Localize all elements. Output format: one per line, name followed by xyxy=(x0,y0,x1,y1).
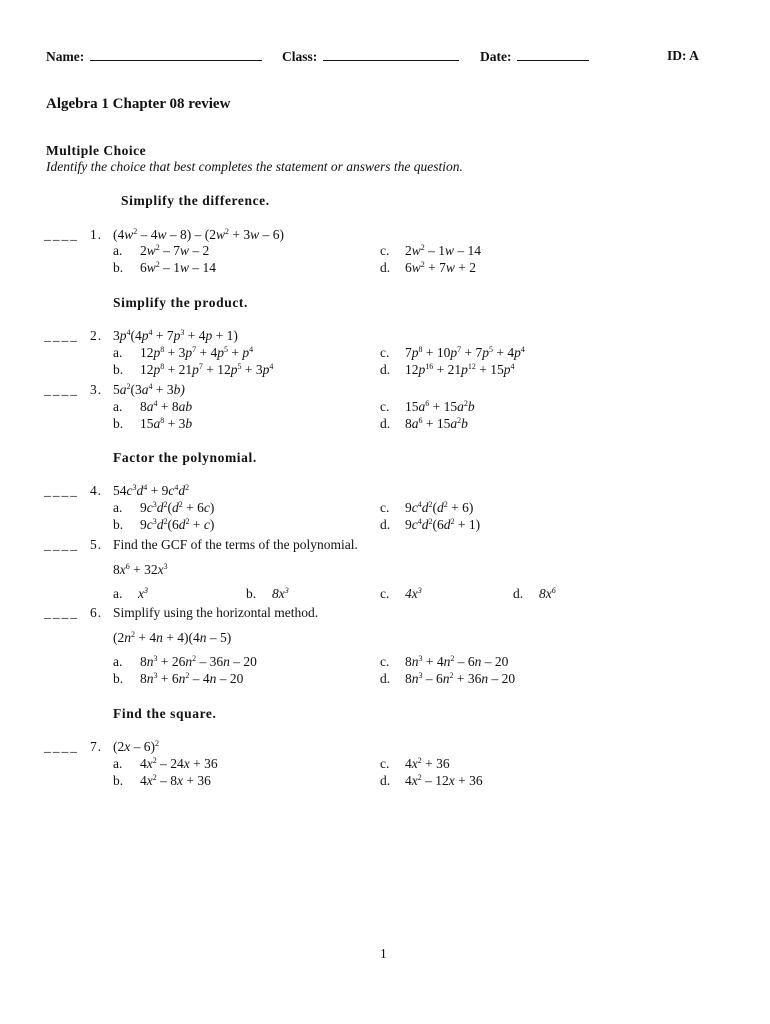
choice-d[interactable]: $8a^6 + 15a^2b$ xyxy=(405,416,468,431)
date-blank[interactable] xyxy=(517,48,589,61)
choice-d[interactable]: $8x^6$ xyxy=(539,586,556,601)
choice-a-letter: a. xyxy=(113,399,123,414)
choice-c-letter: c. xyxy=(380,500,390,515)
question-stem: Find the GCF of the terms of the polynomial. xyxy=(113,537,358,552)
choice-a[interactable]: $12p^8 + 3p^7 + 4p^5 + p^4$ xyxy=(140,345,254,360)
choice-c-letter: c. xyxy=(380,345,390,360)
choice-a[interactable]: $2w^2 - 7w - 2$ xyxy=(140,243,210,258)
answer-blank[interactable]: ____ xyxy=(44,483,79,498)
choice-d[interactable]: $4x^2 - 12x + 36$ xyxy=(405,773,483,788)
choice-b-letter: b. xyxy=(113,671,124,686)
choice-c[interactable]: $8n^3 + 4n^2 - 6n - 20$ xyxy=(405,654,509,669)
choice-d[interactable]: $6w^2 + 7w + 2$ xyxy=(405,260,477,275)
choice-b-letter: b. xyxy=(113,773,124,788)
question-stem: $54c^3d^4 + 9c^4d^2$ xyxy=(113,483,190,498)
choice-b[interactable]: $9c^3d^2(6d^2 + c)$ xyxy=(140,517,215,532)
answer-blank[interactable]: ____ xyxy=(44,328,79,343)
choice-c-letter: c. xyxy=(380,243,390,258)
choice-b-letter: b. xyxy=(113,517,124,532)
choice-a-letter: a. xyxy=(113,345,123,360)
date-field[interactable] xyxy=(480,48,589,65)
answer-blank[interactable]: ____ xyxy=(44,739,79,754)
id-label: ID: A xyxy=(667,48,699,63)
choice-a-letter: a. xyxy=(113,654,123,669)
section-title: Multiple Choice xyxy=(46,143,147,158)
date-label: Date: xyxy=(480,49,512,64)
answer-blank[interactable]: ____ xyxy=(44,382,79,397)
question-stem: $(4w^2 - 4w - 8) - (2w^2 + 3w - 6)$ xyxy=(113,227,284,242)
choice-c[interactable]: $9c^4d^2(d^2 + 6)$ xyxy=(405,500,474,515)
choice-d-letter: d. xyxy=(380,671,391,686)
choice-a-letter: a. xyxy=(113,756,123,771)
choice-a[interactable]: $8a^4 + 8ab$ xyxy=(140,399,193,414)
choice-b[interactable]: $8x^3$ xyxy=(272,586,289,601)
choice-a[interactable]: $x^3$ xyxy=(138,586,148,601)
choice-d[interactable]: $12p^{16} + 21p^{12} + 15p^4$ xyxy=(405,362,515,377)
choice-c-letter: c. xyxy=(380,756,390,771)
name-field[interactable] xyxy=(46,48,262,65)
choice-b-letter: b. xyxy=(113,416,124,431)
choice-b[interactable]: $12p^8 + 21p^7 + 12p^5 + 3p^4$ xyxy=(140,362,274,377)
choice-c[interactable]: $7p^8 + 10p^7 + 7p^5 + 4p^4$ xyxy=(405,345,525,360)
subhead-difference: Simplify the difference. xyxy=(121,193,270,208)
page-number: 1 xyxy=(380,946,387,961)
choice-b[interactable]: $8n^3 + 6n^2 - 4n - 20$ xyxy=(140,671,244,686)
page-title: Algebra 1 Chapter 08 review xyxy=(46,96,231,112)
choice-c[interactable]: $4x^2 + 36$ xyxy=(405,756,450,771)
choice-d[interactable]: $9c^4d^2(6d^2 + 1)$ xyxy=(405,517,481,532)
question-number: 5. xyxy=(90,537,103,552)
question-number: 4. xyxy=(90,483,103,498)
choice-a[interactable]: $8n^3 + 26n^2 - 36n - 20$ xyxy=(140,654,257,669)
choice-a[interactable]: $4x^2 - 24x + 36$ xyxy=(140,756,218,771)
choice-c[interactable]: $2w^2 - 1w - 14$ xyxy=(405,243,482,258)
question-number: 2. xyxy=(90,328,103,343)
choice-d-letter: d. xyxy=(380,416,391,431)
choice-a-letter: a. xyxy=(113,586,123,601)
question-number: 7. xyxy=(90,739,103,754)
question-stem: (2x – 6)$^2$ xyxy=(113,739,159,754)
choice-c-letter: c. xyxy=(380,654,390,669)
subhead-square: Find the square. xyxy=(113,706,217,721)
question-expression: $(2n^2 + 4n + 4)(4n - 5)$ xyxy=(113,630,232,645)
choice-b-letter: b. xyxy=(246,586,257,601)
choice-d-letter: d. xyxy=(380,773,391,788)
choice-c-letter: c. xyxy=(380,399,390,414)
subhead-product: Simplify the product. xyxy=(113,295,248,310)
section-instructions: Identify the choice that best completes the statement or answers the question. xyxy=(46,159,463,174)
question-stem: $5a^2(3a^4 + 3b)$ xyxy=(113,382,185,397)
class-field[interactable] xyxy=(282,48,459,65)
subhead-factor: Factor the polynomial. xyxy=(113,450,257,465)
choice-c-letter: c. xyxy=(380,586,390,601)
name-label: Name: xyxy=(46,49,85,64)
question-expression: $8x^6 + 32x^3$ xyxy=(113,562,168,577)
question-stem: Simplify using the horizontal method. xyxy=(113,605,319,620)
choice-d-letter: d. xyxy=(513,586,524,601)
choice-d[interactable]: $8n^3 - 6n^2 + 36n - 20$ xyxy=(405,671,516,686)
question-number: 3. xyxy=(90,382,103,397)
choice-c[interactable]: $15a^6 + 15a^2b$ xyxy=(405,399,475,414)
choice-b[interactable]: $15a^8 + 3b$ xyxy=(140,416,193,431)
question-number: 6. xyxy=(90,605,103,620)
answer-blank[interactable]: ____ xyxy=(44,605,79,620)
answer-blank[interactable]: ____ xyxy=(44,537,79,552)
choice-d-letter: d. xyxy=(380,362,391,377)
choice-b[interactable]: $6w^2 - 1w - 14$ xyxy=(140,260,217,275)
choice-a[interactable]: $9c^3d^2(d^2 + 6c)$ xyxy=(140,500,215,515)
name-blank[interactable] xyxy=(90,48,262,61)
choice-d-letter: d. xyxy=(380,517,391,532)
choice-c[interactable]: $4x^3$ xyxy=(405,586,422,601)
choice-a-letter: a. xyxy=(113,500,123,515)
question-stem: $3p^4(4p^4 + 7p^3 + 4p + 1)$ xyxy=(113,328,238,343)
choice-b[interactable]: $4x^2 - 8x + 36$ xyxy=(140,773,211,788)
class-label: Class: xyxy=(282,49,318,64)
question-number: 1. xyxy=(90,227,103,242)
class-blank[interactable] xyxy=(323,48,459,61)
choice-d-letter: d. xyxy=(380,260,391,275)
answer-blank[interactable]: ____ xyxy=(44,227,79,242)
choice-b-letter: b. xyxy=(113,260,124,275)
choice-b-letter: b. xyxy=(113,362,124,377)
choice-a-letter: a. xyxy=(113,243,123,258)
